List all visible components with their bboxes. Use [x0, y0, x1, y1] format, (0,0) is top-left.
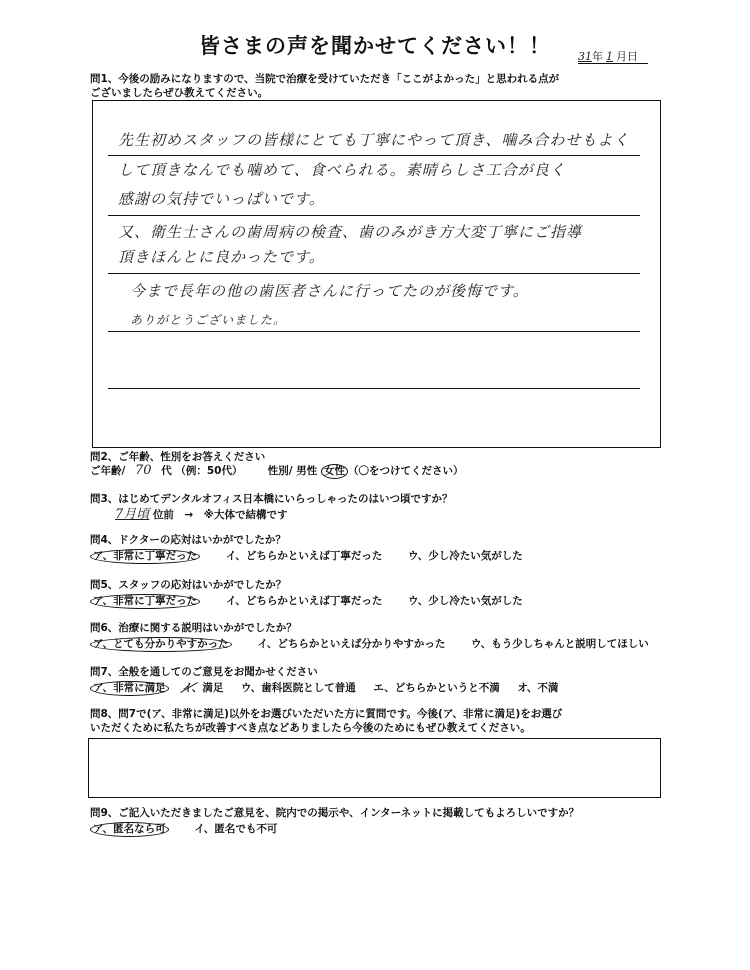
- q9-option[interactable]: ア、匿名なら可: [90, 822, 169, 837]
- age-label: ご年齢/: [90, 465, 126, 477]
- age-value[interactable]: 70: [135, 463, 152, 478]
- answer-rule: [108, 215, 640, 216]
- q8-label: 問8、問7で(ア、非常に満足)以外をお選びいただいた方に質問です。今後(ア、非常に満足)をお選び: [90, 708, 563, 720]
- gender-label: 性別/: [267, 465, 293, 477]
- q8-answer-box[interactable]: [88, 738, 661, 798]
- gender-male-option[interactable]: 男性: [296, 465, 318, 477]
- q7-option[interactable]: イ、満足: [182, 682, 224, 694]
- date-month: 1: [606, 50, 613, 63]
- q6-option[interactable]: イ、どちらかといえば分かりやすかった: [257, 638, 446, 650]
- q9-option[interactable]: イ、匿名でも不可: [194, 823, 278, 835]
- date-field[interactable]: [578, 48, 638, 64]
- date-month-unit: 月: [616, 50, 627, 63]
- gender-female-option[interactable]: 女性: [321, 464, 348, 479]
- q1-label-line2: ございましたらぜひ教えてください。: [90, 87, 269, 99]
- q1-label: 問1、今後の励みになりますので、当院で治療を受けていただき「ここがよかった」と思われる点が: [90, 73, 560, 85]
- q1-answer-line: 感謝の気持でいっぱいです。: [118, 190, 325, 208]
- q6-label: 問6、治療に関する説明はいかがでしたか？: [90, 622, 297, 634]
- q6-option[interactable]: ウ、もう少しちゃんと説明してほしい: [471, 638, 649, 650]
- q3-answer-row: [115, 508, 287, 522]
- q5-option[interactable]: ア、非常に丁寧だった: [90, 594, 200, 609]
- q4-option[interactable]: ア、非常に丁寧だった: [90, 549, 200, 564]
- q1-answer-line: 今まで長年の他の歯医者さんに行ってたのが後悔です。: [130, 282, 529, 300]
- q7-label: 問7、全般を通してのご意見をお聞かせください: [90, 666, 318, 678]
- q7-option[interactable]: エ、どちらかというと不満: [373, 682, 500, 694]
- date-year: 31: [578, 50, 592, 63]
- q6-options: [90, 637, 649, 652]
- q9-options: [90, 822, 277, 837]
- q3-suffix: 位前 → ※大体で結構です: [152, 509, 288, 521]
- q9-label: 問9、ご記入いただきましたご意見を、院内での掲示や、インターネットに掲載してもよろしいですか？: [90, 807, 580, 819]
- q1-answer-line: して頂きなんでも噛めて、食べられる。素晴らしさ工合が良く: [118, 161, 566, 179]
- date-underline: [578, 63, 648, 64]
- q1-answer-line: 頂きほんとに良かったです。: [118, 248, 325, 266]
- q2-label: 問2、ご年齢、性別をお答えください: [90, 451, 266, 463]
- q5-option[interactable]: イ、どちらかといえば丁寧だった: [225, 595, 383, 607]
- q4-label: 問4、ドクターの応対はいかがでしたか？: [90, 534, 286, 546]
- q6-option[interactable]: ア、とても分かりやすかった: [90, 637, 232, 652]
- q5-options: [90, 594, 523, 609]
- q7-option[interactable]: オ、不満: [517, 682, 559, 694]
- q2-fields: [90, 464, 463, 479]
- date-day-unit: 日: [627, 50, 638, 63]
- q1-answer-line: 又、衛生士さんの歯周病の検査、歯のみがき方大変丁寧にご指導: [118, 223, 583, 241]
- q4-option[interactable]: ウ、少し冷たい気がした: [408, 550, 523, 562]
- q5-label: 問5、スタッフの応対はいかがでしたか？: [90, 579, 287, 591]
- q7-option[interactable]: ア、非常に満足: [90, 681, 169, 696]
- gender-note: （〇をつけてください）: [347, 465, 464, 477]
- q7-option[interactable]: ウ、歯科医院として普通: [241, 682, 356, 694]
- date-year-unit: 年: [592, 50, 603, 63]
- answer-rule: [108, 273, 640, 274]
- q3-answer[interactable]: 7月頃: [115, 507, 150, 522]
- age-unit: 代: [161, 465, 172, 477]
- page-title: 皆さまの声を聞かせてください！！: [199, 34, 551, 58]
- q1-answer-box[interactable]: [92, 100, 661, 448]
- q7-options: [90, 681, 558, 696]
- q5-option[interactable]: ウ、少し冷たい気がした: [408, 595, 523, 607]
- answer-rule: [108, 388, 640, 389]
- age-example: （例：50代）: [175, 465, 243, 477]
- answer-rule: [108, 155, 640, 156]
- q3-label: 問3、はじめてデンタルオフィス日本橋にいらっしゃったのはいつ頃ですか？: [90, 493, 453, 505]
- q8-label-line2: いただくために私たちが改善すべき点などありましたら今後のためにもぜひ教えてください。: [90, 722, 531, 734]
- answer-rule: [108, 331, 640, 332]
- q1-answer-line: ありがとうございました。: [130, 313, 287, 327]
- q1-answer-line: 先生初めスタッフの皆様にとても丁寧にやって頂き、噛み合わせもよく: [118, 131, 630, 149]
- q4-option[interactable]: イ、どちらかといえば丁寧だった: [225, 550, 383, 562]
- q4-options: [90, 549, 523, 564]
